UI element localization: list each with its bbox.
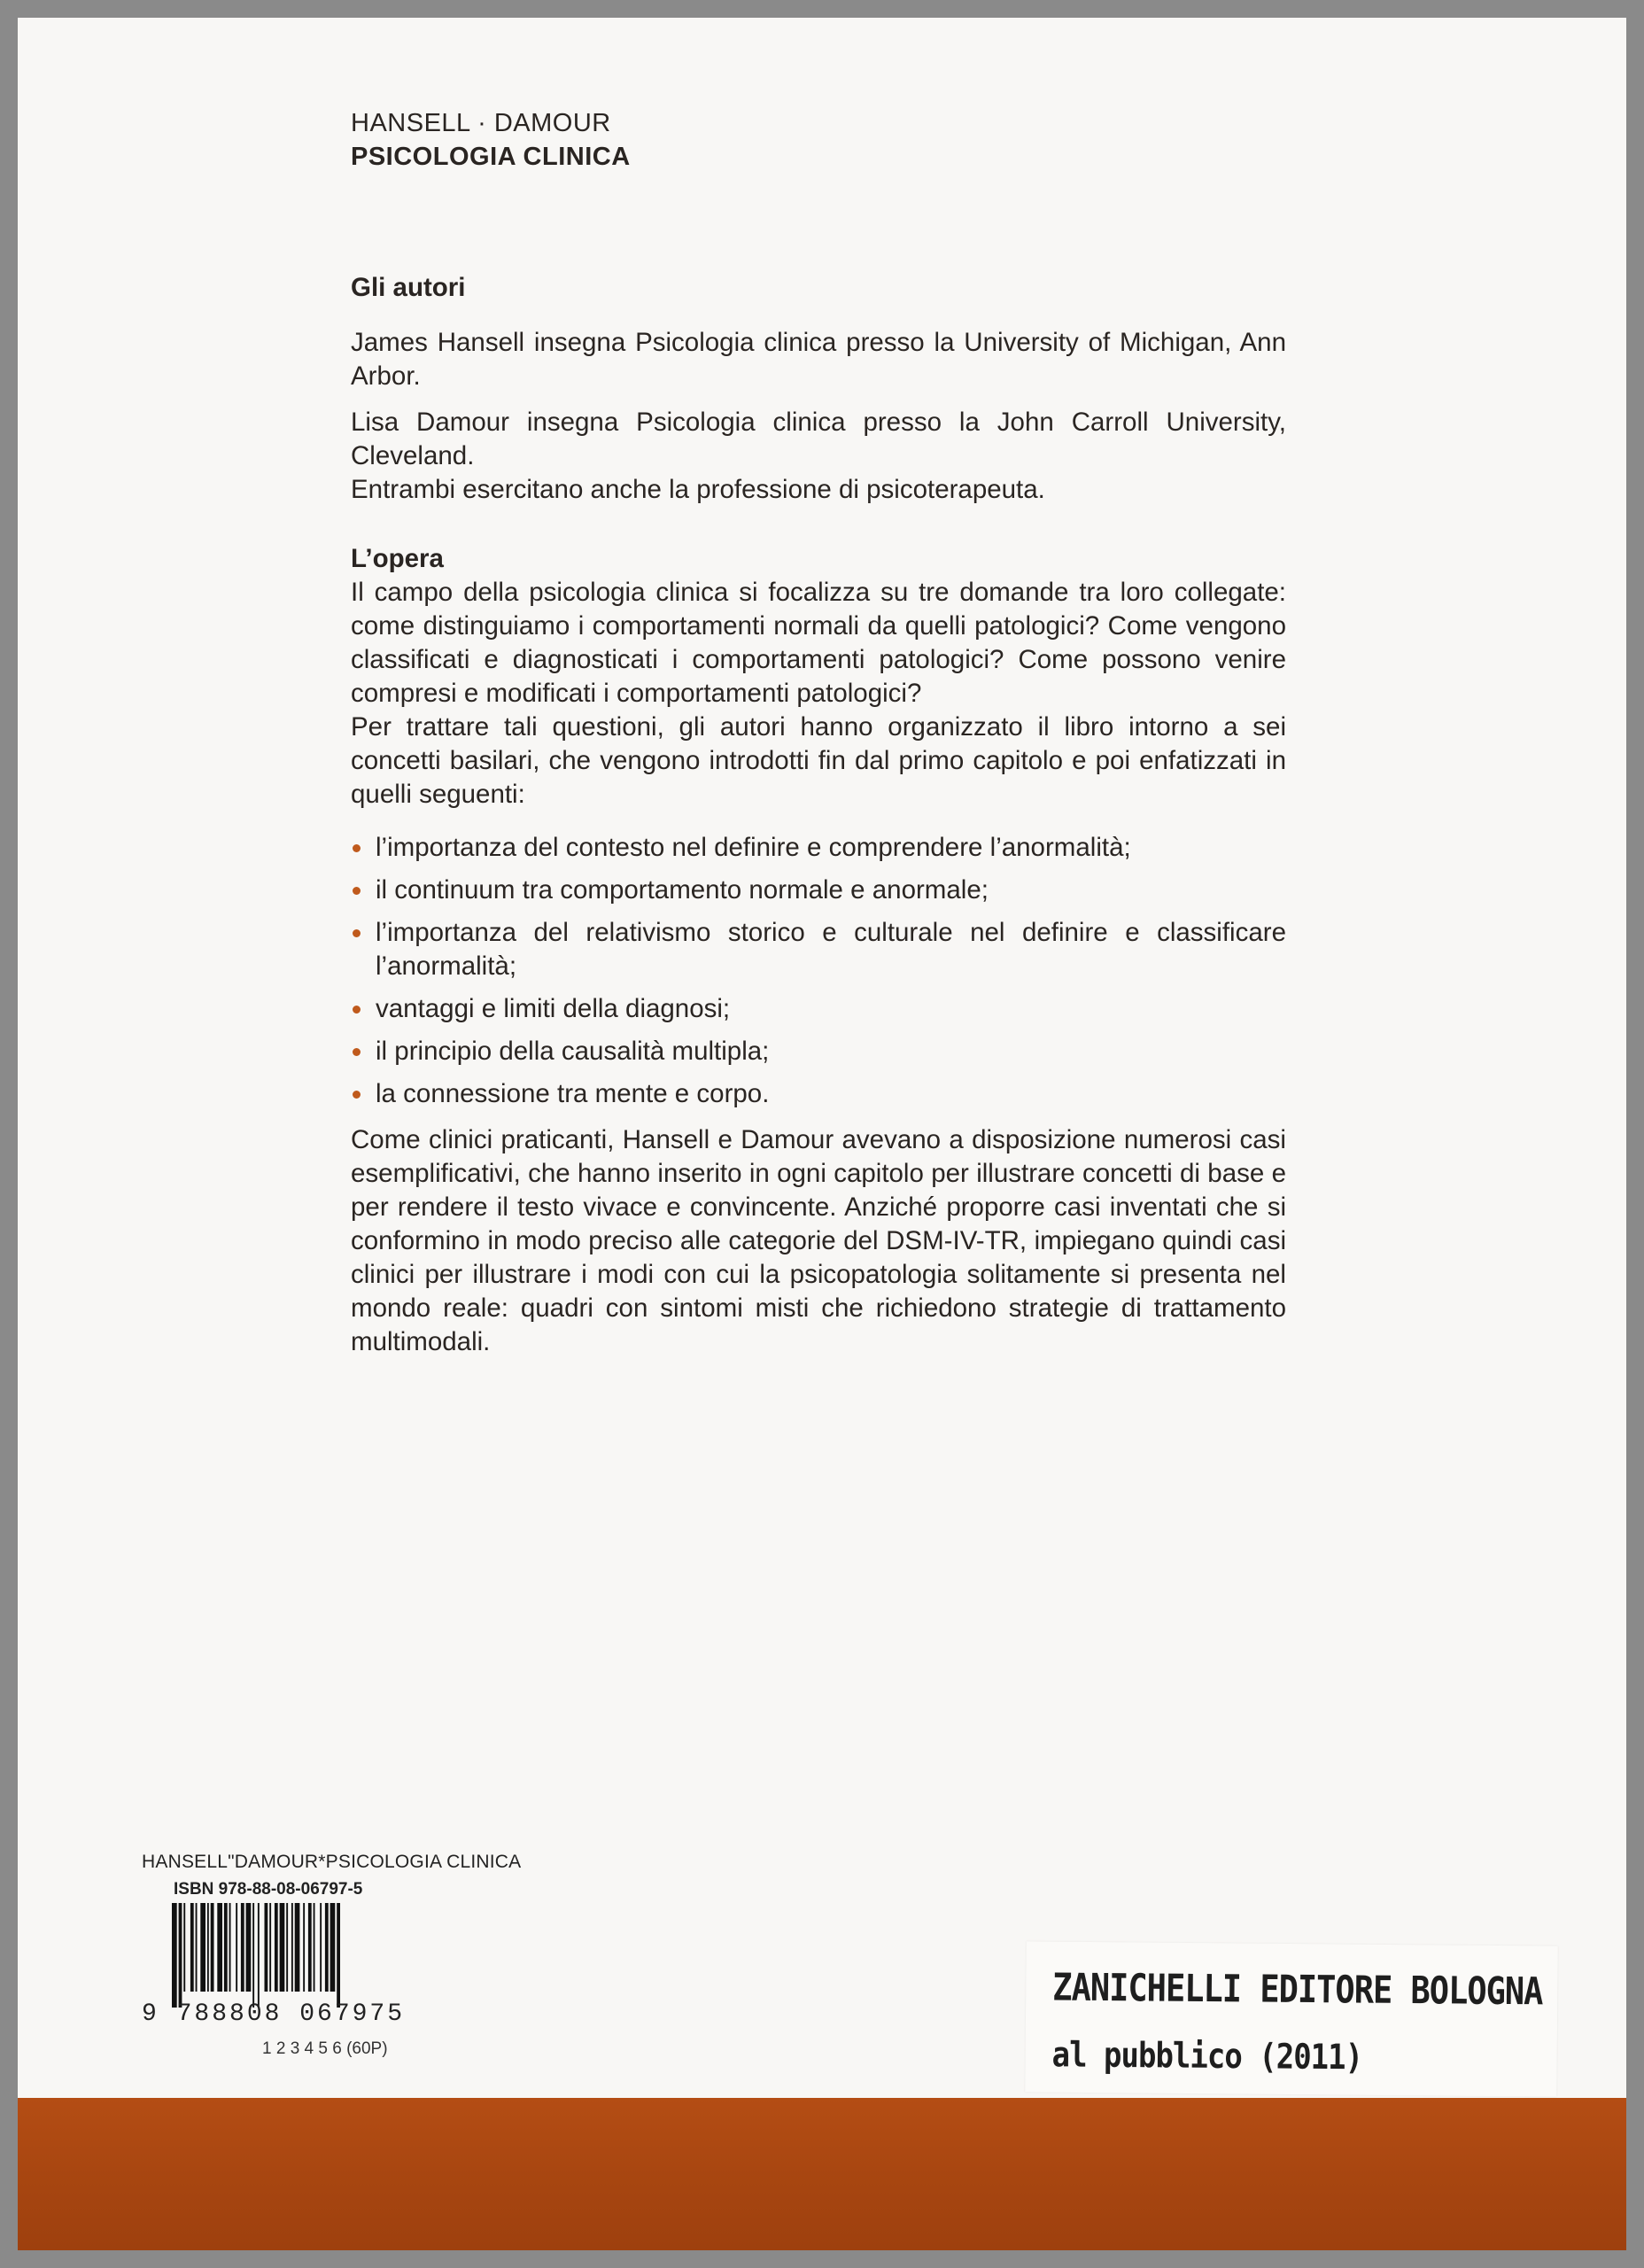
header-authors: HANSELL · DAMOUR	[351, 109, 611, 137]
bullet-icon	[353, 1006, 361, 1014]
list-item-text: vantaggi e limiti della diagnosi;	[376, 994, 731, 1023]
bullet-icon	[353, 929, 361, 937]
list-item	[351, 874, 1286, 907]
publisher-name: ZANICHELLI EDITORE BOLOGNA	[1052, 1965, 1543, 2014]
header-title: PSICOLOGIA CLINICA	[351, 143, 631, 171]
work-lead: Per trattare tali questioni, gli autori hanno organizzato il libro intorno a sei concetti basilari, che vengono introdotti fin dal primo capitolo e poi enfatizzati in quelli seguenti:	[351, 712, 1286, 809]
authors-section	[351, 271, 1286, 507]
barcode-header: HANSELL"DAMOUR*PSICOLOGIA CLINICA	[142, 1852, 522, 1872]
list-item	[351, 992, 1286, 1026]
barcode-block	[142, 1852, 585, 2058]
concepts-list	[351, 831, 1286, 1111]
main-text	[351, 271, 1286, 1359]
series-header	[351, 106, 631, 174]
list-item-text: il principio della causalità multipla;	[376, 1037, 770, 1066]
bullet-icon	[353, 1091, 361, 1099]
list-item-text: l’importanza del relativismo storico e culturale nel definire e classificare l’anormalità;	[376, 918, 1286, 981]
work-heading: L’opera	[351, 544, 444, 573]
list-item	[351, 1035, 1286, 1068]
public-price-year: al pubblico (2011)	[1051, 2034, 1363, 2078]
barcode-icon	[142, 1903, 416, 2009]
book-back-cover	[18, 18, 1626, 2250]
list-item	[351, 916, 1286, 983]
list-item	[351, 831, 1286, 865]
bullet-icon	[353, 887, 361, 895]
bullet-icon	[353, 1048, 361, 1056]
bottom-color-band	[18, 2098, 1626, 2250]
barcode-digits: 9 788808 067975	[142, 2000, 406, 2028]
author-damour-bio: Lisa Damour insegna Psicologia clinica presso la John Carroll University, Cleveland.	[351, 408, 1286, 470]
author-hansell-bio: James Hansell insegna Psicologia clinica presso la University of Michigan, Ann Arbor.	[351, 328, 1286, 391]
isbn-label: ISBN 978-88-08-06797-5	[174, 1880, 363, 1899]
print-code: 1 2 3 4 5 6 (60P)	[262, 2039, 388, 2058]
authors-profession: Entrambi esercitano anche la professione di psicoterapeuta.	[351, 475, 1045, 504]
list-item-text: il continuum tra comportamento normale e anormale;	[376, 875, 989, 905]
work-intro: Il campo della psicologia clinica si focalizza su tre domande tra loro collegate: come distinguiamo i comportamenti normali da quelli patologici? Come vengono classificati e diagnosticati i comportamenti patologici? Come possono venire compresi e modificati i comportamenti patologici?	[351, 578, 1286, 708]
authors-heading: Gli autori	[351, 273, 466, 302]
publisher-label	[1025, 1941, 1557, 2096]
work-section	[351, 542, 1286, 1359]
list-item	[351, 1077, 1286, 1111]
bullet-icon	[353, 844, 361, 852]
work-closing: Come clinici praticanti, Hansell e Damour avevano a disposizione numerosi casi esemplificativi, che hanno inserito in ogni capitolo per illustrare concetti di base e per rendere il testo vivace e convincente. Anziché proporre casi inventati che si conformino in modo preciso alle categorie del DSM-IV-TR, impiegano quindi casi clinici per illustrare i modi con cui la psicopatologia solitamente si presenta nel mondo reale: quadri con sintomi misti che richiedono strategie di trattamento multimodali.	[351, 1125, 1286, 1356]
list-item-text: l’importanza del contesto nel definire e comprendere l’anormalità;	[376, 833, 1131, 862]
list-item-text: la connessione tra mente e corpo.	[376, 1079, 770, 1108]
